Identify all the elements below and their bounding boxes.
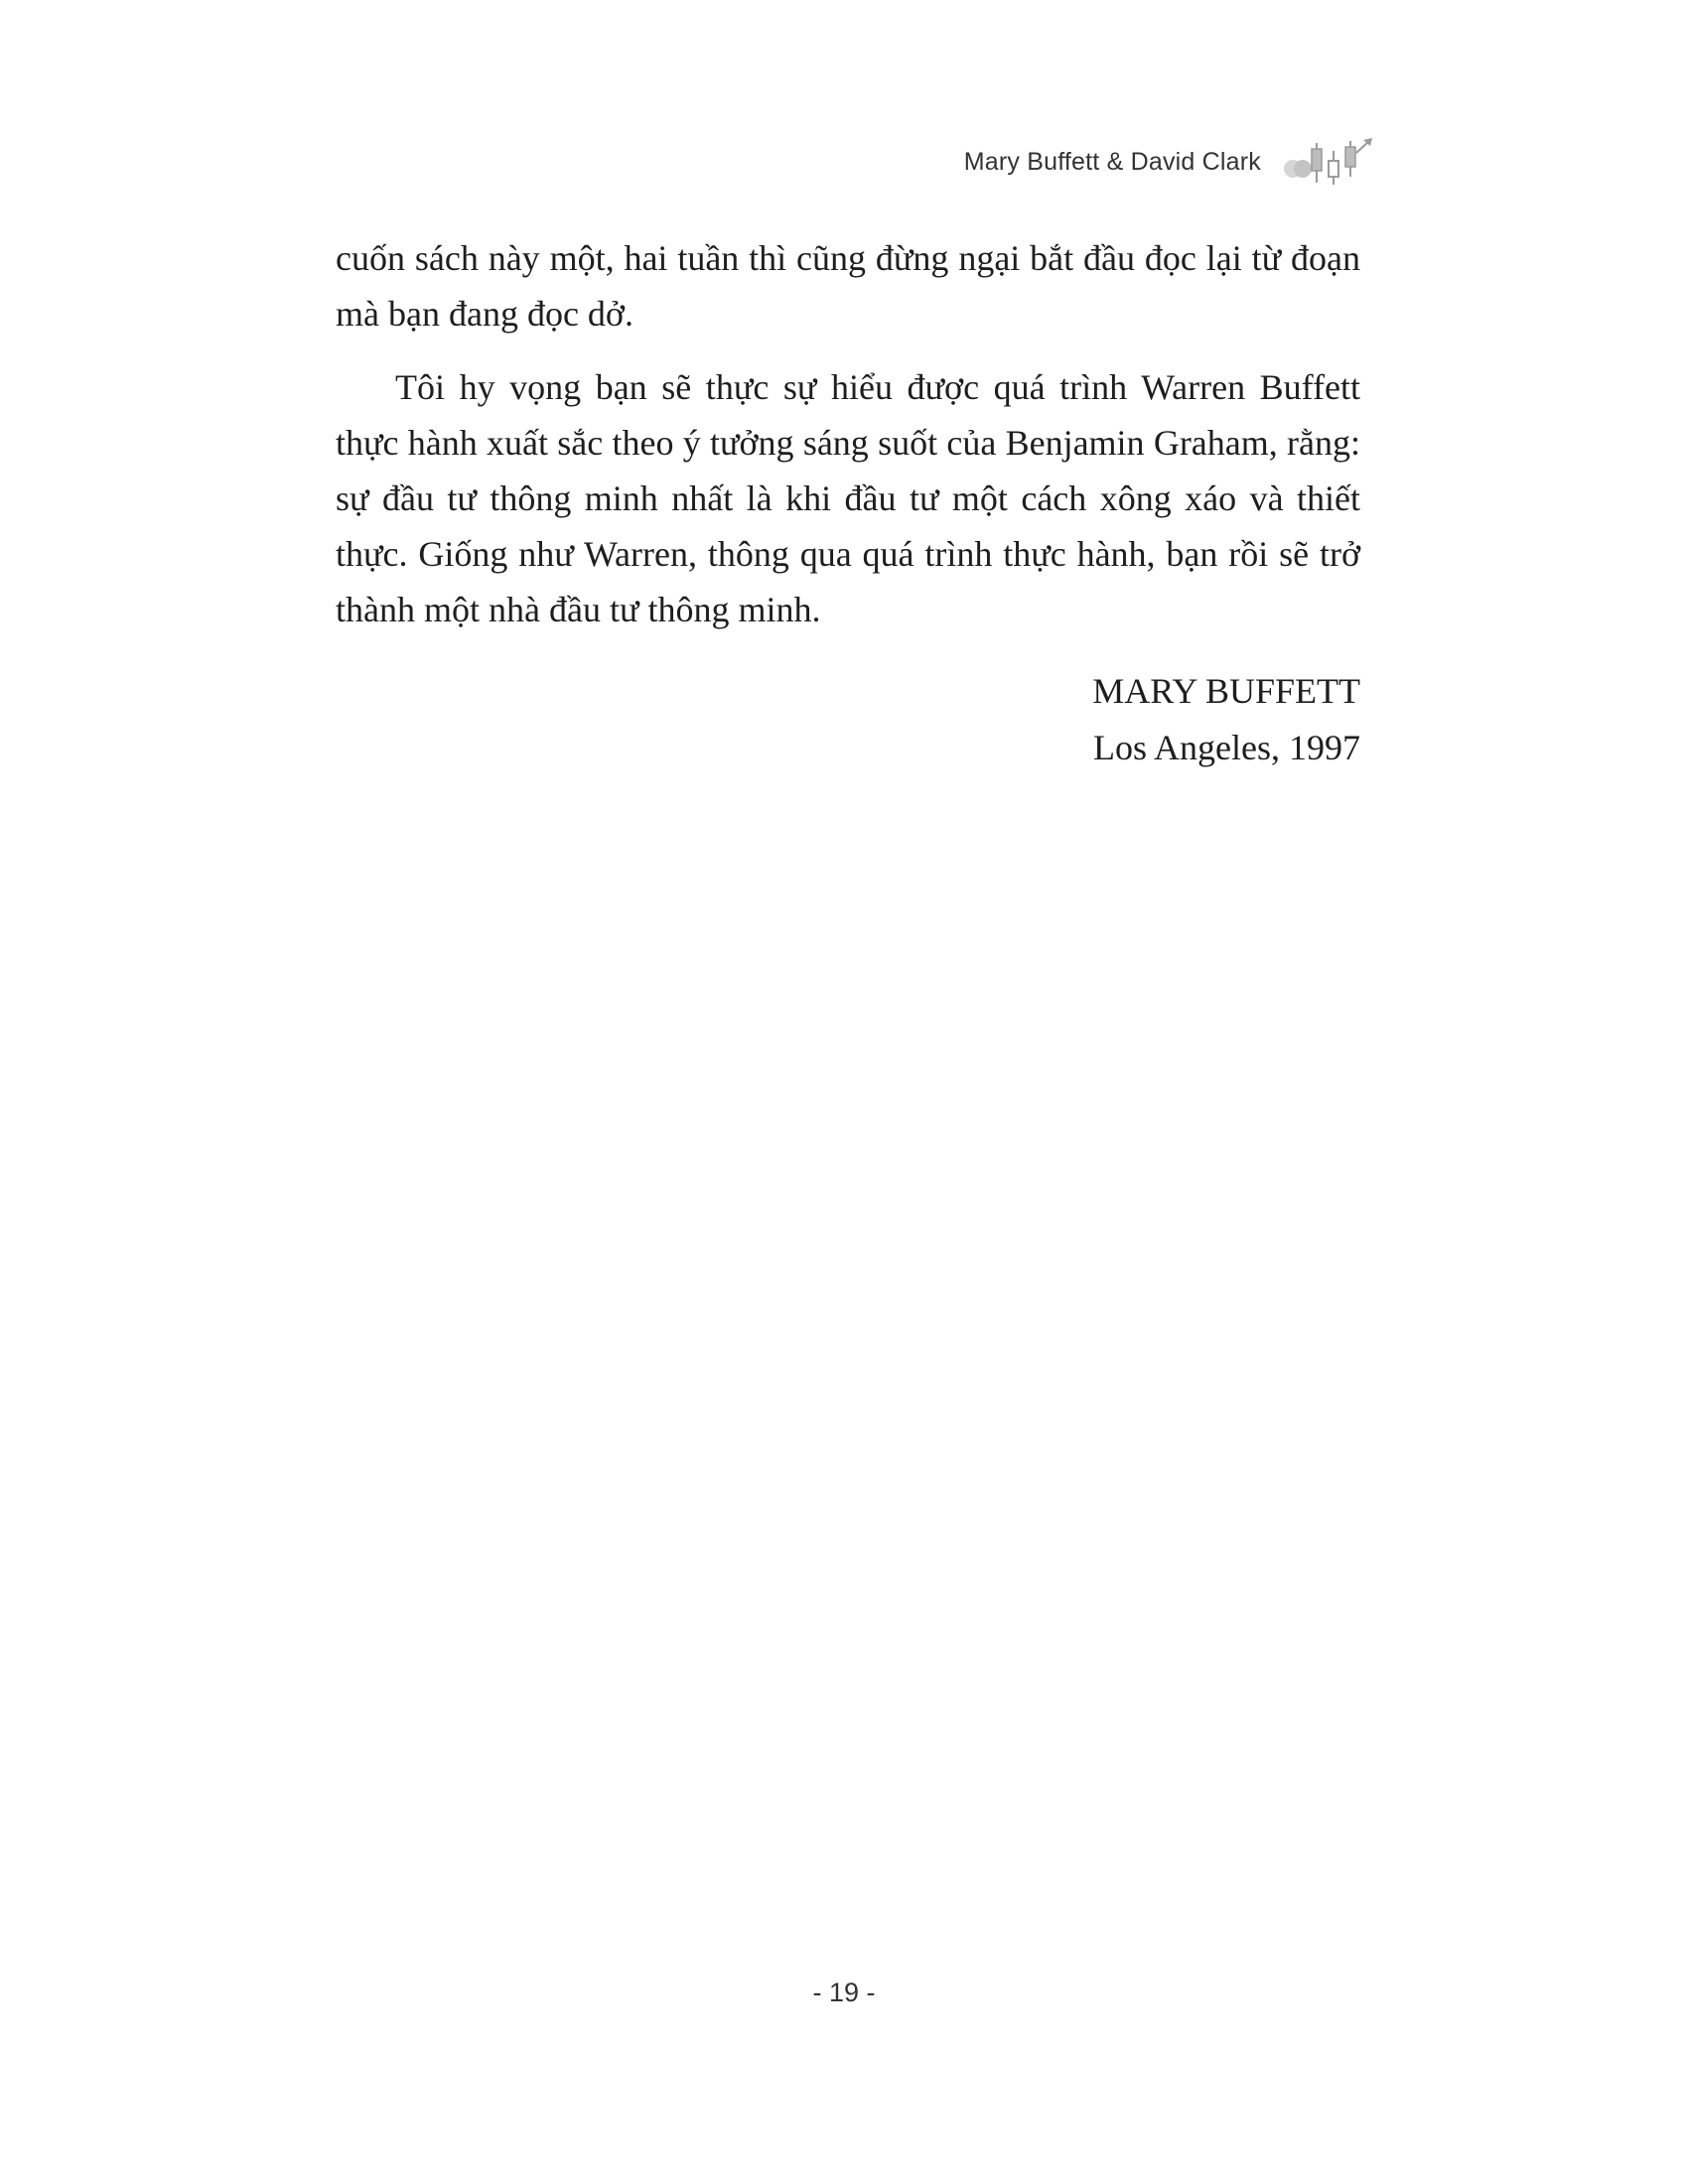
candlestick-chart-logo-icon xyxy=(1279,137,1374,187)
signature-place-date: Los Angeles, 1997 xyxy=(1093,728,1360,767)
header-authors: Mary Buffett & David Clark xyxy=(963,147,1261,176)
signature-name: MARY BUFFETT xyxy=(1092,671,1360,711)
running-header xyxy=(964,137,1374,187)
paragraph-hope: Tôi hy vọng bạn sẽ thực sự hiểu được quá trình Warren Buffett thực hành xuất sắc theo ý tưởng sáng suốt của Benjamin Graham, rằng: sự đầu tư thông minh nhất là khi đầu tư một cách xông xáo và thiết thực. Giống như Warren, thông qua quá trình thực hành, bạn rồi sẽ trở thành một nhà đầu tư thông minh. xyxy=(336,367,1360,629)
page-number: - 19 - xyxy=(812,1978,876,2007)
signature-block xyxy=(1092,663,1360,776)
body-text xyxy=(336,230,1360,637)
paragraph-continued: cuốn sách này một, hai tuần thì cũng đừng ngại bắt đầu đọc lại từ đoạn mà bạn đang đọc dở. xyxy=(336,238,1360,334)
